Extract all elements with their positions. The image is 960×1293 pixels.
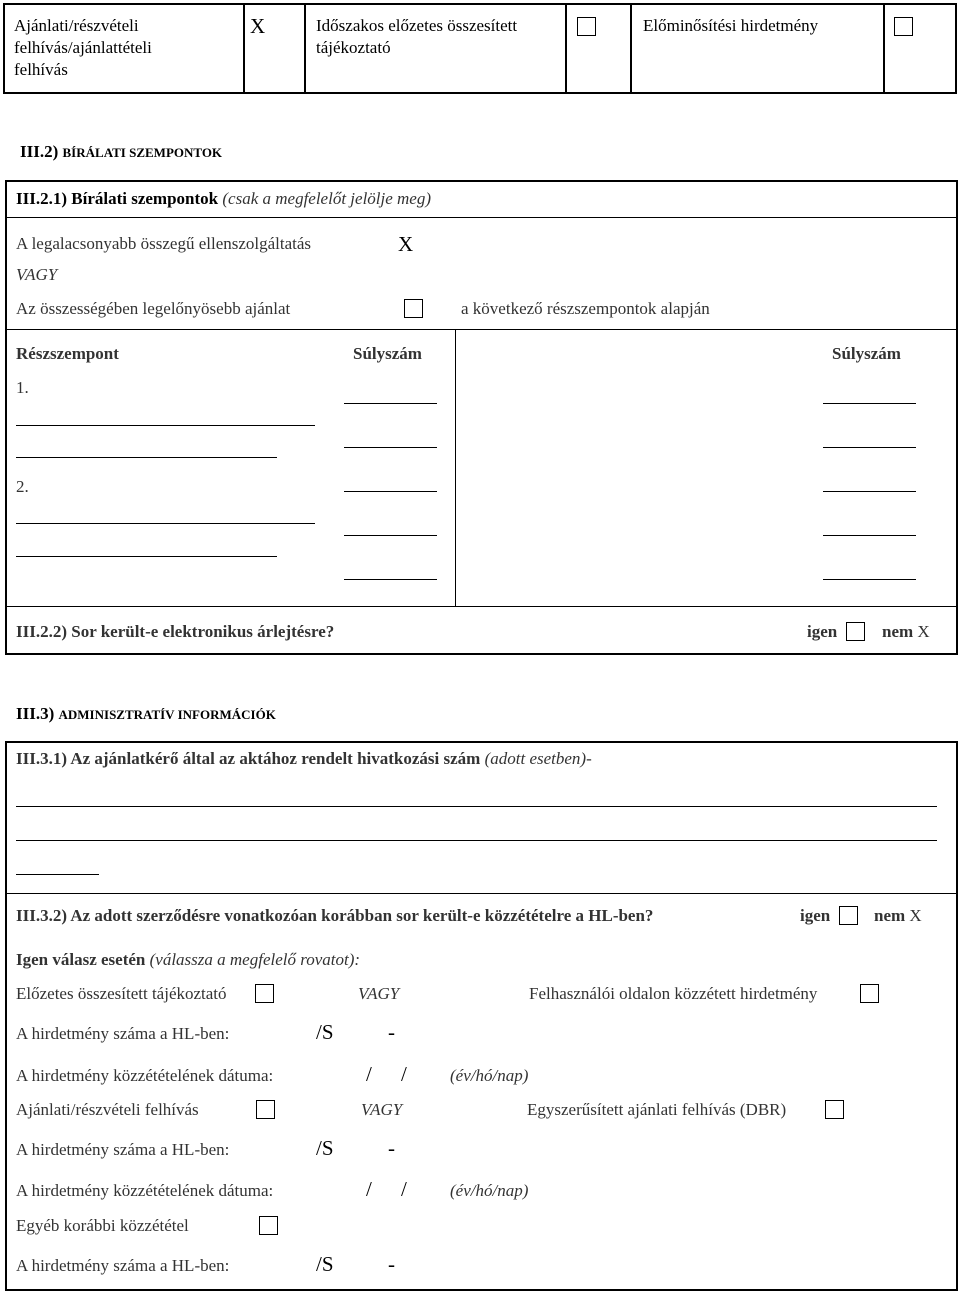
notice-number-dash: -	[388, 1020, 395, 1044]
divider	[630, 3, 632, 94]
buyer-profile-checkbox[interactable]	[860, 984, 879, 1003]
file-reference-field-2[interactable]	[16, 840, 937, 841]
e-auction-question: III.2.2) Sor került-e elektronikus árlejtésre?	[16, 622, 335, 641]
criterion-1-field[interactable]	[16, 425, 315, 426]
criterion-item-number: 1.	[16, 378, 29, 397]
date-separator: /	[366, 1177, 372, 1201]
date-format-hint: (év/hó/nap)	[450, 1066, 529, 1085]
notice-type-prequal-checkbox[interactable]	[894, 17, 913, 36]
previous-publication-no[interactable]: nem X	[874, 906, 922, 925]
notice-type-pin-line2: tájékoztató	[316, 38, 391, 57]
contract-notice-checkbox[interactable]	[256, 1100, 275, 1119]
or-label: VAGY	[358, 984, 400, 1003]
divider	[5, 217, 958, 218]
divider	[243, 3, 245, 94]
section-iii3-box	[5, 741, 958, 1291]
weight-field[interactable]	[344, 447, 437, 448]
weight-field-2[interactable]	[823, 535, 916, 536]
column-header-weight: Súlyszám	[353, 344, 422, 363]
date-separator: /	[401, 1062, 407, 1086]
weight-field-2[interactable]	[823, 579, 916, 580]
notice-type-contract-notice-line1: Ajánlati/részvételi	[14, 16, 139, 35]
criterion-2-field[interactable]	[16, 523, 315, 524]
notice-number-slash-s: /S	[316, 1252, 334, 1276]
notice-number-slash-s: /S	[316, 1136, 334, 1160]
file-reference-field-3[interactable]	[16, 874, 99, 875]
divider	[883, 3, 885, 94]
notice-number-dash: -	[388, 1252, 395, 1276]
divider	[565, 3, 567, 94]
previous-publication-yes-checkbox[interactable]	[839, 906, 858, 925]
e-auction-no[interactable]: nem X	[882, 622, 930, 641]
other-publication-checkbox[interactable]	[259, 1216, 278, 1235]
notice-type-contract-notice-mark[interactable]: X	[250, 14, 266, 38]
criterion-1-field-2[interactable]	[16, 457, 277, 458]
pin-checkbox[interactable]	[255, 984, 274, 1003]
column-header-weight-2: Súlyszám	[832, 344, 901, 363]
weight-field[interactable]	[344, 579, 437, 580]
criterion-item-number: 2.	[16, 477, 29, 496]
file-reference-question: III.3.1) Az ajánlatkérő által az aktához rendelt hivatkozási szám (adott esetben)-	[16, 749, 592, 768]
publication-date-label: A hirdetmény közzétételének dátuma:	[16, 1066, 274, 1085]
pin-label: Előzetes összesített tájékoztató	[16, 984, 227, 1003]
previous-publication-question: III.3.2) Az adott szerződésre vonatkozóan korábban sor került-e közzétételre a HL-ben?	[16, 906, 654, 925]
e-auction-yes-label: igen	[807, 622, 838, 641]
weight-field[interactable]	[344, 403, 437, 404]
divider	[5, 606, 958, 607]
notice-type-prequal-label: Előminősítési hirdetmény	[643, 16, 819, 35]
weight-field-2[interactable]	[823, 403, 916, 404]
notice-type-pin-checkbox[interactable]	[577, 17, 596, 36]
criterion-meat-checkbox[interactable]	[404, 299, 423, 318]
dps-checkbox[interactable]	[825, 1100, 844, 1119]
weight-field-2[interactable]	[823, 491, 916, 492]
previous-publication-yes-label: igen	[800, 906, 831, 925]
column-header-criterion: Részszempont	[16, 344, 119, 363]
or-label: VAGY	[16, 265, 58, 284]
notice-number-dash: -	[388, 1136, 395, 1160]
notice-type-contract-notice-line3: felhívás	[14, 60, 68, 79]
weight-field-2[interactable]	[823, 447, 916, 448]
notice-number-label: A hirdetmény száma a HL-ben:	[16, 1256, 230, 1275]
weight-field[interactable]	[344, 535, 437, 536]
criterion-meat-label: Az összességében legelőnyösebb ajánlat	[16, 299, 291, 318]
or-label: VAGY	[361, 1100, 403, 1119]
criterion-meat-suffix: a következő részszempontok alapján	[461, 299, 710, 318]
notice-type-contract-notice-line2: felhívás/ajánlattételi	[14, 38, 152, 57]
notice-number-label: A hirdetmény száma a HL-ben:	[16, 1140, 230, 1159]
weight-field[interactable]	[344, 491, 437, 492]
notice-type-pin-line1: Időszakos előzetes összesített	[316, 16, 518, 35]
divider	[5, 893, 958, 894]
contract-notice-label: Ajánlati/részvételi felhívás	[16, 1100, 199, 1119]
dps-label: Egyszerűsített ajánlati felhívás (DBR)	[527, 1100, 787, 1119]
notice-number-label: A hirdetmény száma a HL-ben:	[16, 1024, 230, 1043]
date-separator: /	[401, 1177, 407, 1201]
criterion-lowest-price-mark[interactable]: X	[398, 232, 414, 256]
file-reference-field[interactable]	[16, 806, 937, 807]
divider	[304, 3, 306, 94]
divider	[455, 329, 456, 606]
publication-date-label: A hirdetmény közzétételének dátuma:	[16, 1181, 274, 1200]
date-separator: /	[366, 1062, 372, 1086]
criterion-2-field-2[interactable]	[16, 556, 277, 557]
if-yes-instruction: Igen válasz esetén (válassza a megfelelő rovatot):	[16, 950, 361, 969]
criterion-lowest-price-label: A legalacsonyabb összegű ellenszolgáltatás	[16, 234, 312, 253]
notice-number-slash-s: /S	[316, 1020, 334, 1044]
section-title-iii2: III.2) BÍRÁLATI SZEMPONTOK	[20, 142, 223, 161]
buyer-profile-label: Felhasználói oldalon közzétett hirdetmény	[529, 984, 818, 1003]
other-publication-label: Egyéb korábbi közzététel	[16, 1216, 189, 1235]
e-auction-yes-checkbox[interactable]	[846, 622, 865, 641]
subsection-title-iii21: III.2.1) Bírálati szempontok (csak a megfelelőt jelölje meg)	[16, 189, 432, 208]
date-format-hint: (év/hó/nap)	[450, 1181, 529, 1200]
divider	[5, 329, 958, 330]
section-title-iii3: III.3) ADMINISZTRATÍV INFORMÁCIÓK	[16, 704, 276, 723]
